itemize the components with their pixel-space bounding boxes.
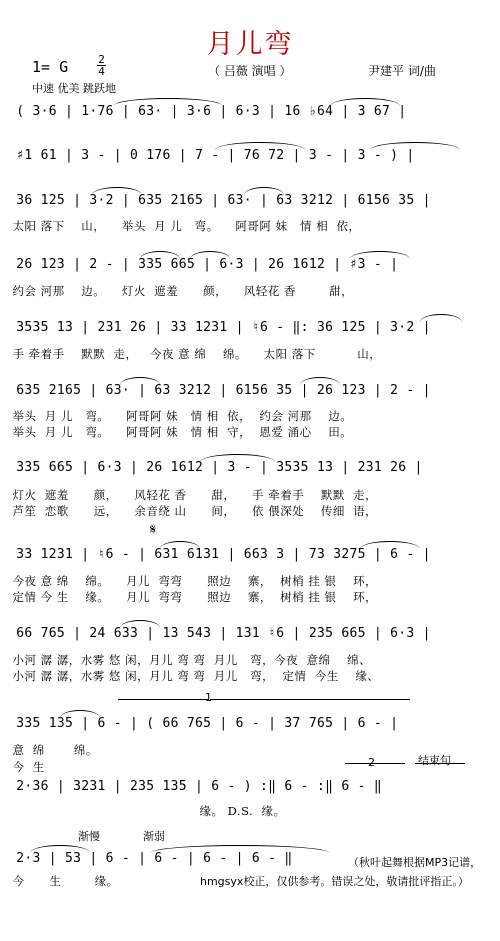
lyric-line-15: 今 生 缘。 <box>0 874 119 888</box>
slur-arc <box>92 187 142 195</box>
music-line-8: 33 1231 | ♮6 - | 631 6131 | 663 3 | 73 3275 | 6 - | <box>0 547 431 562</box>
footer-note-1: （秋叶起舞根据MP3记谱， <box>348 856 482 869</box>
slur-arc <box>160 541 200 549</box>
volta-1-label: 1 <box>205 691 212 704</box>
meter-top: 2 <box>98 53 105 66</box>
meter-bottom: 4 <box>98 65 105 78</box>
lyric-line-11: 小河 潺 潺，水雾 悠 闲，月儿 弯 弯 月儿 弯， 定情 今生 缘、 <box>0 669 380 683</box>
slur-arc <box>113 98 223 106</box>
slur-arc <box>360 541 420 549</box>
slur-arc <box>244 187 284 195</box>
slur-arc <box>370 142 460 150</box>
volta-line <box>210 699 410 700</box>
slur-arc <box>60 710 100 718</box>
lyric-line-1: 太阳 落下 山， 举头 月 儿 弯。 阿哥阿 妹 情 相 依， <box>0 219 361 233</box>
slur-arc <box>150 845 330 853</box>
music-line-7: 335 665 | 6·3 | 26 1612 | 3 - | 3535 13 | 231 26 | <box>0 460 423 475</box>
lyric-line-12: 意 绵 绵。 <box>0 743 98 757</box>
key-signature: 1= G <box>32 58 69 76</box>
slur-arc <box>30 845 90 853</box>
lyric-line-7: 芦笙 恋歌 远， 余音绕 山 间， 依 偎深处 传细 语， <box>0 504 378 518</box>
tempo-slower: 渐慢 <box>78 830 100 843</box>
slur-arc <box>120 377 160 385</box>
lyric-line-5: 举头 月 儿 弯。 阿哥阿 妹 情 相 守， 恩爱 涌心 田。 <box>0 425 353 439</box>
music-line-11: 2·36 | 3231 | 235 135 | 6 - ) :‖ 6 - :‖ 6 - ‖ <box>0 779 382 794</box>
music-line-6: 635 2165 | 63· | 63 3212 | 6156 35 | 26 123 | 2 - | <box>0 383 431 398</box>
tempo-marking: 中速 优美 跳跃地 <box>32 82 116 95</box>
music-line-1: ( 3·6 | 1·76 | 63· | 3·6 | 6·3 | 16 ♭64 | 3 67 | <box>0 104 407 119</box>
song-title: 月儿弯 <box>206 29 294 60</box>
music-line-12: 2·3 | 53 | 6 - | 6 - | 6 - | 6 - ‖ <box>0 851 293 866</box>
slur-arc <box>330 98 400 106</box>
segno-sign: 𝄋 <box>150 522 157 538</box>
lyric-line-10: 小河 潺 潺，水雾 悠 闲，月儿 弯 弯 月儿 弯，今夜 意绵 绵、 <box>0 653 372 667</box>
lyric-line-3: 手 牵着手 默默 走， 今夜 意 绵 绵。 太阳 落下 山， <box>0 347 382 361</box>
lyric-line-2: 约会 河那 边。 灯火 遮羞 颜， 风轻花 香 甜， <box>0 284 354 298</box>
lyric-line-13: 今 生 <box>0 760 45 774</box>
volta-line <box>118 699 208 700</box>
slur-arc <box>420 314 462 322</box>
slur-arc <box>140 251 180 259</box>
music-line-4: 26 123 | 2 - | 335 665 | 6·3 | 26 1612 | ♯3 - | <box>0 257 399 272</box>
music-line-2: ♯1 61 | 3 - | 0 176 | 7 - | 76 72 | 3 - | 3 - ) | <box>0 148 415 163</box>
footer-note-2: hmgsyx校正，仅供参考。错误之处，敬请批评指正。） <box>200 875 469 888</box>
slur-arc <box>200 454 275 462</box>
slur-arc <box>190 251 230 259</box>
lyric-line-6: 灯火 遮羞 颜， 风轻花 香 甜， 手 牵着手 默默 走， <box>0 488 378 502</box>
lyric-line-9: 定情 今 生 缘。 月儿 弯弯 照边 寨， 树梢 挂 银 环， <box>0 590 378 604</box>
volta-2-label: 2 <box>368 756 375 769</box>
lyric-line-8: 今夜 意 绵 绵。 月儿 弯弯 照边 寨， 树梢 挂 银 环， <box>0 574 378 588</box>
music-line-3: 36 125 | 3·2 | 635 2165 | 63· | 63 3212 | 6156 35 | <box>0 193 431 208</box>
slur-arc <box>215 142 305 150</box>
singer-credit: （ 吕薇 演唱 ） <box>208 64 292 78</box>
ending-label: 结束句 <box>418 754 451 767</box>
volta-line <box>345 763 405 764</box>
slur-arc <box>350 251 410 259</box>
music-line-5: 3535 13 | 231 26 | 33 1231 | ♮6 - ‖: 36 125 | 3·2 | <box>0 320 431 335</box>
slur-arc <box>120 620 160 628</box>
music-line-9: 66 765 | 24 633 | 13 543 | 131 ♮6 | 235 665 | 6·3 | <box>0 626 431 641</box>
dynamic-weaker: 渐弱 <box>143 830 165 843</box>
lyric-line-4: 举头 月 儿 弯。 阿哥阿 妹 情 相 依， 约会 河那 边。 <box>0 409 353 423</box>
time-signature <box>97 54 106 77</box>
composer-credit: 尹建平 词/曲 <box>368 64 436 78</box>
lyric-line-14: 缘。 D.S. 缘。 <box>0 804 286 818</box>
slur-arc <box>300 377 340 385</box>
music-line-10: 335 135 | 6 - | ( 66 765 | 6 - | 37 765 | 6 - | <box>0 716 399 731</box>
